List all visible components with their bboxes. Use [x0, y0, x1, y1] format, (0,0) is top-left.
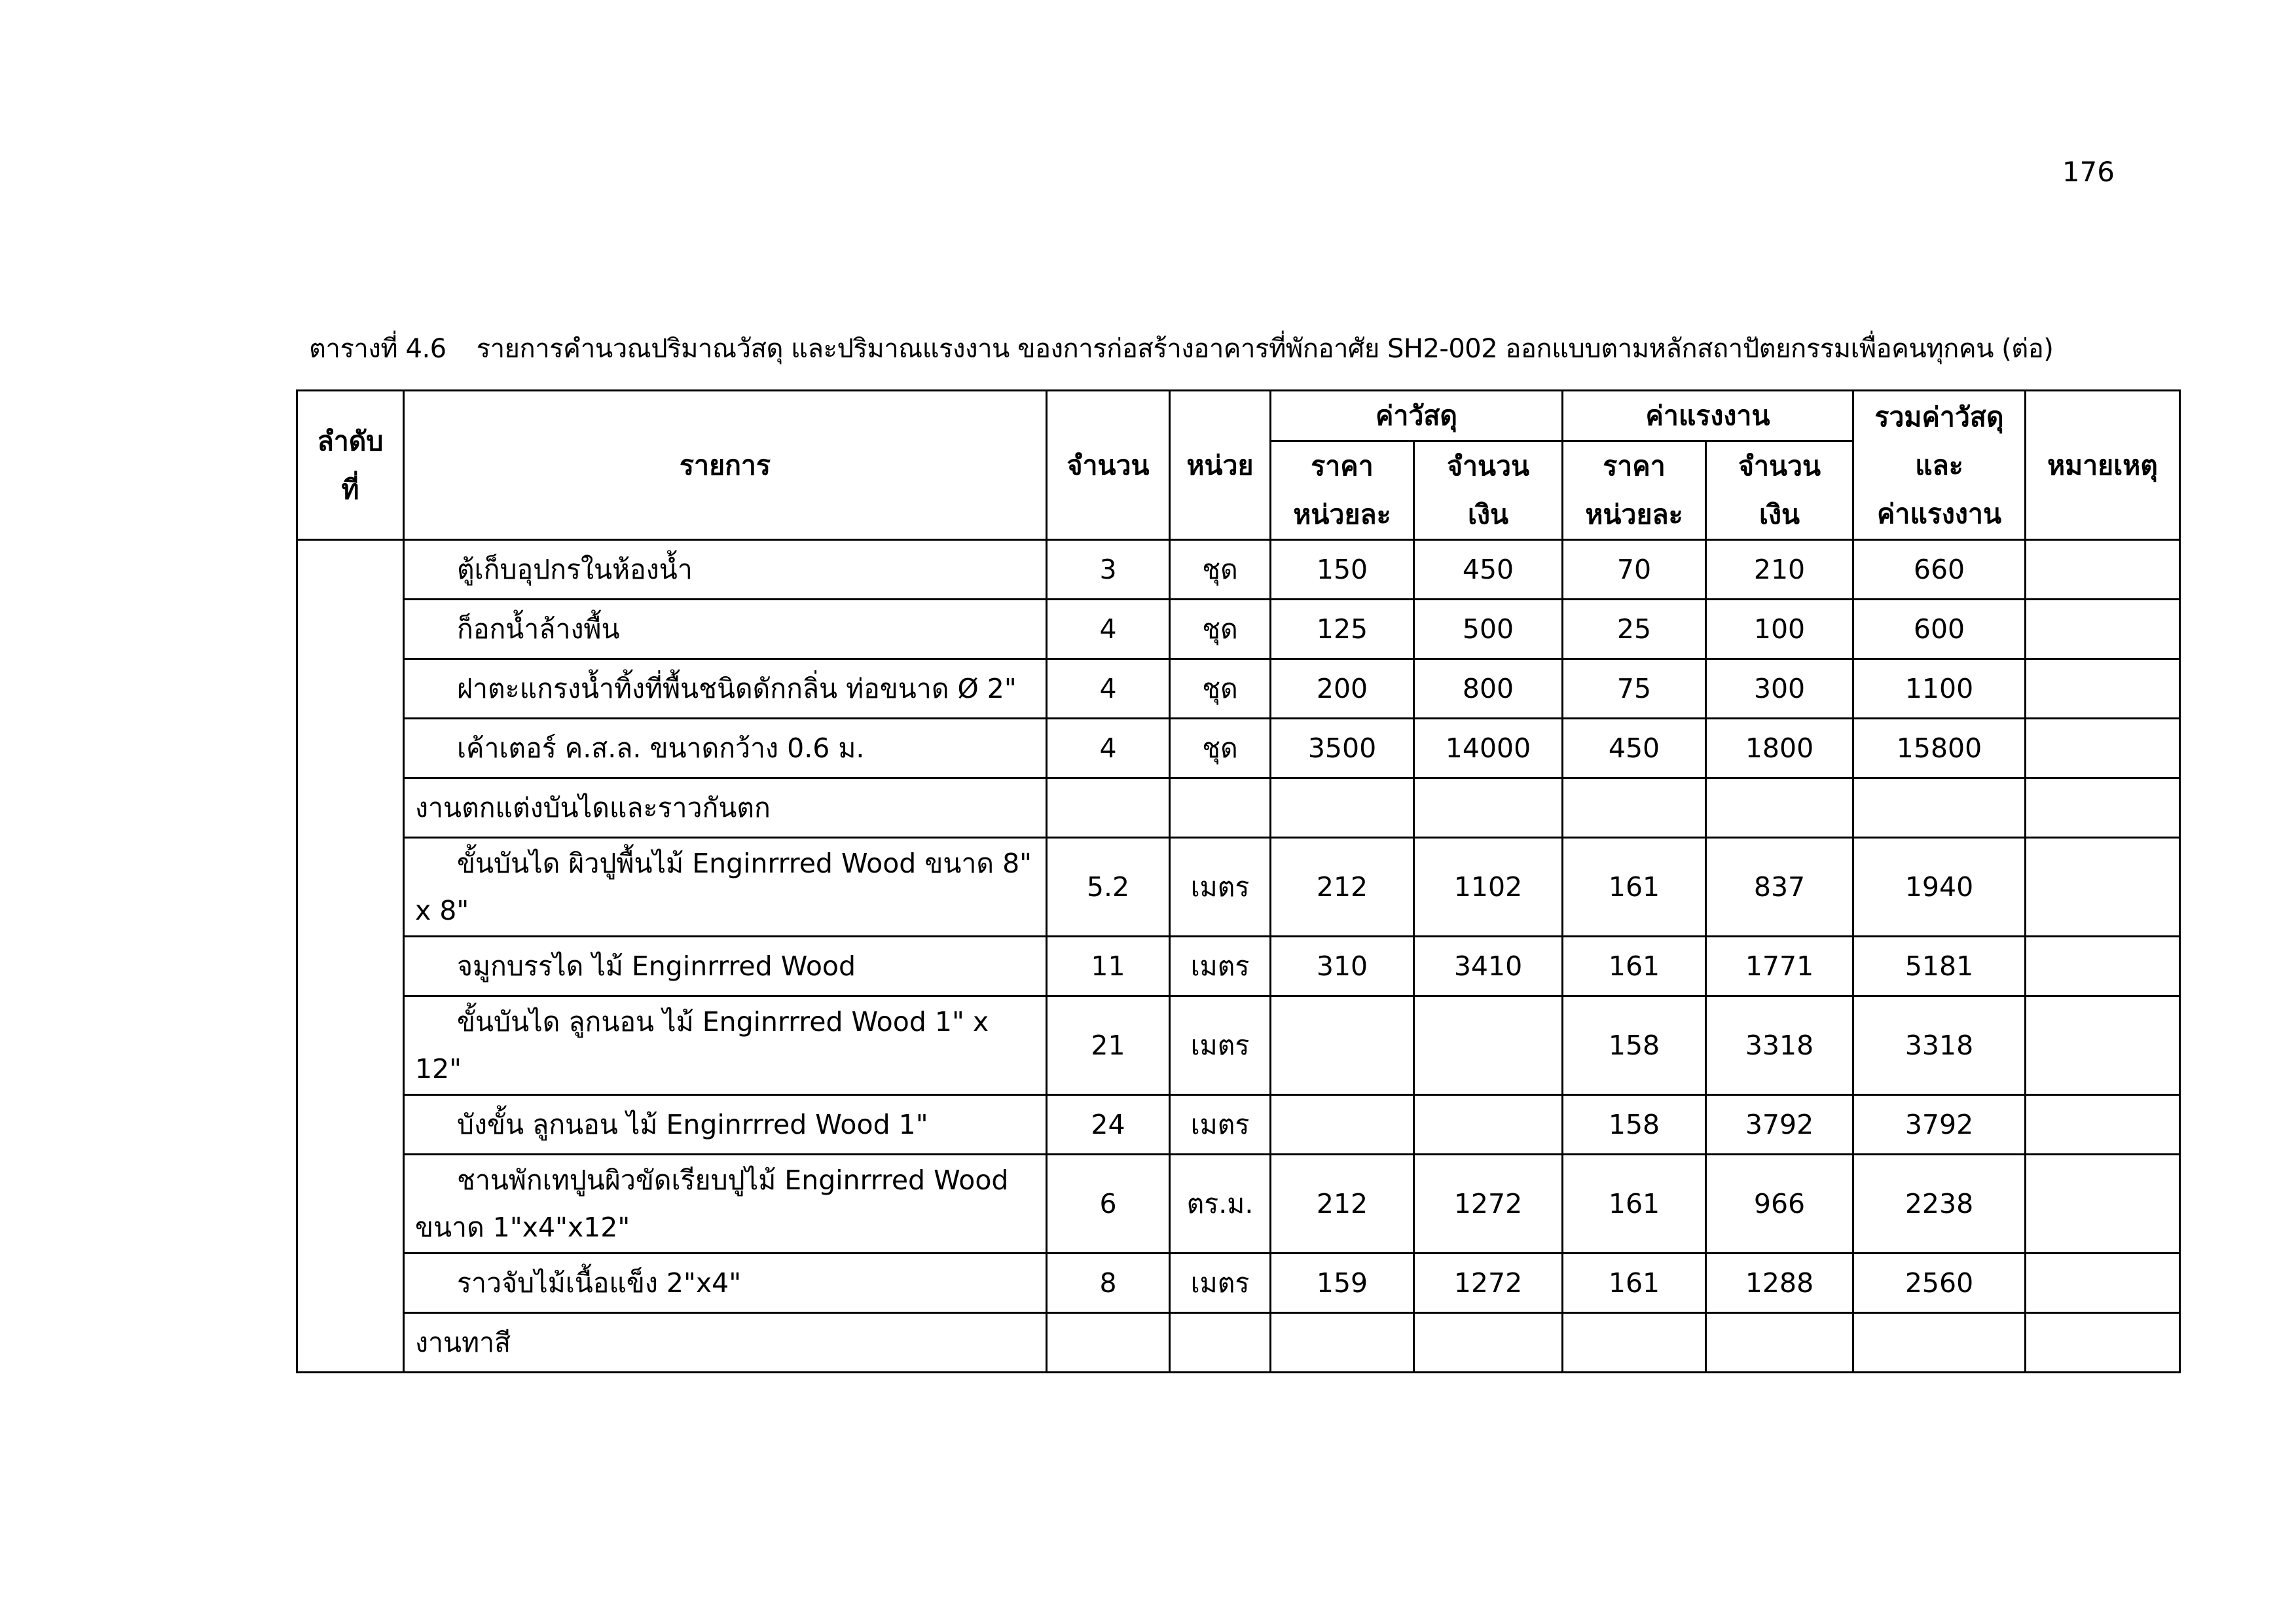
cost-estimate-table: [296, 389, 2181, 1373]
cell-l-amount: 1288: [1706, 1254, 1853, 1313]
table-row: [297, 540, 2180, 600]
cell-m-price: 212: [1271, 1155, 1414, 1254]
table-body: [297, 540, 2180, 1373]
cell-l-amount: 3792: [1706, 1095, 1853, 1155]
cell-total: [1853, 778, 2026, 838]
cell-remark: [2026, 996, 2180, 1095]
cell-m-amount: 3410: [1414, 937, 1563, 996]
item-name-text: ขั้นบันได ลูกนอน ไม้ Enginrrred Wood 1" x: [457, 1006, 989, 1038]
table-row: [297, 838, 2180, 937]
cell-total: 3318: [1853, 996, 2026, 1095]
item-name-line: [415, 1101, 1035, 1148]
item-name-line: [415, 665, 1035, 712]
cell-unit: เมตร: [1170, 996, 1271, 1095]
cell-m-amount: 14000: [1414, 719, 1563, 778]
cell-qty: 4: [1047, 719, 1170, 778]
item-name-text: ราวจับไม้เนื้อแข็ง 2"x4": [457, 1267, 742, 1299]
cell-m-price: [1271, 1095, 1414, 1155]
header-amount-line2: เงิน: [1758, 499, 1800, 530]
cell-remark: [2026, 1254, 2180, 1313]
header-seq-line1: ลำดับ: [317, 425, 384, 457]
item-name-text: x 8": [415, 895, 469, 926]
cell-total: 660: [1853, 540, 2026, 600]
item-name-cell: [404, 838, 1047, 937]
cell-m-amount: 1272: [1414, 1155, 1563, 1254]
cell-qty: 5.2: [1047, 838, 1170, 937]
item-name-line: [415, 1045, 1035, 1092]
item-name-cell: [404, 600, 1047, 659]
item-name-text: 12": [415, 1053, 462, 1085]
cell-unit: ชุด: [1170, 719, 1271, 778]
cell-qty: 3: [1047, 540, 1170, 600]
header-amount-line1: จำนวน: [1446, 450, 1530, 482]
cell-unit: เมตร: [1170, 838, 1271, 937]
cell-unit: เมตร: [1170, 1254, 1271, 1313]
cell-qty: 24: [1047, 1095, 1170, 1155]
item-name-text: ชานพักเทปูนผิวขัดเรียบปูไม้ Enginrrred Wood: [457, 1164, 1009, 1196]
cell-m-price: 3500: [1271, 719, 1414, 778]
cell-m-amount: [1414, 1313, 1563, 1373]
item-name-line: [415, 1204, 1035, 1251]
header-price-line2: หน่วยละ: [1585, 499, 1683, 530]
header-total-line3: ค่าแรงงาน: [1877, 497, 2001, 530]
cell-m-amount: [1414, 996, 1563, 1095]
header-unit: หน่วย: [1170, 391, 1271, 540]
header-amount-line1: จำนวน: [1738, 450, 1821, 482]
cell-m-amount: [1414, 778, 1563, 838]
cell-remark: [2026, 1313, 2180, 1373]
header-price-line2: หน่วยละ: [1293, 499, 1391, 530]
cell-l-amount: 300: [1706, 659, 1853, 719]
cell-l-price: 450: [1563, 719, 1706, 778]
item-name-text: ขนาด 1"x4"x12": [415, 1212, 630, 1243]
cell-l-price: 161: [1563, 1254, 1706, 1313]
cell-remark: [2026, 659, 2180, 719]
table-caption-label: ตารางที่ 4.6: [309, 334, 446, 364]
table-row: [297, 659, 2180, 719]
item-name-line: [415, 887, 1035, 934]
cell-qty: 4: [1047, 600, 1170, 659]
cell-l-price: 161: [1563, 937, 1706, 996]
header-material-cost: ค่าวัสดุ: [1271, 391, 1563, 441]
cell-l-amount: [1706, 1313, 1853, 1373]
cell-total: 3792: [1853, 1095, 2026, 1155]
cell-remark: [2026, 1155, 2180, 1254]
cell-unit: ชุด: [1170, 600, 1271, 659]
table-row: [297, 778, 2180, 838]
cell-total: [1853, 1313, 2026, 1373]
cell-total: 1940: [1853, 838, 2026, 937]
cell-l-price: [1563, 1313, 1706, 1373]
cell-total: 1100: [1853, 659, 2026, 719]
item-name-line: [415, 725, 1035, 772]
cell-m-amount: 450: [1414, 540, 1563, 600]
item-name-cell: [404, 937, 1047, 996]
table-row: [297, 719, 2180, 778]
cell-qty: 21: [1047, 996, 1170, 1095]
cell-remark: [2026, 778, 2180, 838]
cell-total: 2238: [1853, 1155, 2026, 1254]
item-name-text: ขั้นบันได ผิวปูพื้นไม้ Enginrrred Wood ขนาด 8": [457, 848, 1032, 879]
cell-remark: [2026, 1095, 2180, 1155]
item-name-cell: [404, 659, 1047, 719]
cell-l-amount: 210: [1706, 540, 1853, 600]
item-name-line: [415, 546, 1035, 593]
header-remark: หมายเหตุ: [2026, 391, 2180, 540]
cell-l-price: 161: [1563, 1155, 1706, 1254]
table-row: [297, 996, 2180, 1095]
cell-total: 2560: [1853, 1254, 2026, 1313]
cell-unit: เมตร: [1170, 1095, 1271, 1155]
header-item: รายการ: [404, 391, 1047, 540]
item-name-cell: [404, 540, 1047, 600]
header-total-line2: และ: [1915, 449, 1963, 481]
cell-l-price: [1563, 778, 1706, 838]
cell-m-price: 150: [1271, 540, 1414, 600]
table-row: [297, 600, 2180, 659]
table-caption: [309, 327, 2053, 369]
cell-m-price: 125: [1271, 600, 1414, 659]
cell-l-price: 75: [1563, 659, 1706, 719]
item-name-cell: [404, 1254, 1047, 1313]
cell-m-price: [1271, 996, 1414, 1095]
cell-m-price: 212: [1271, 838, 1414, 937]
cell-remark: [2026, 600, 2180, 659]
header-price-line1: ราคา: [1311, 450, 1374, 482]
cell-remark: [2026, 838, 2180, 937]
item-name-cell: [404, 719, 1047, 778]
cell-l-amount: 837: [1706, 838, 1853, 937]
cell-l-amount: [1706, 778, 1853, 838]
table-header: [297, 391, 2180, 540]
cell-unit: ชุด: [1170, 540, 1271, 600]
item-name-text: บังขั้น ลูกนอน ไม้ Enginrrred Wood 1": [457, 1109, 928, 1140]
cell-qty: [1047, 1313, 1170, 1373]
cell-qty: [1047, 778, 1170, 838]
table-caption-text: รายการคำนวณปริมาณวัสดุ และปริมาณแรงงาน ของการก่อสร้างอาคารที่พักอาศัย SH2-002 ออกแบบตามหลักสถาปัตยกรรมเพื่อคนทุกคน (ต่อ): [476, 334, 2054, 364]
item-name-cell: [404, 778, 1047, 838]
page-number: 176: [2062, 156, 2115, 188]
header-seq-line2: ที่: [341, 473, 359, 505]
header-total-line1: รวมค่าวัสดุ: [1874, 401, 2004, 433]
cell-m-amount: 1272: [1414, 1254, 1563, 1313]
table-row: [297, 1155, 2180, 1254]
cell-m-amount: 800: [1414, 659, 1563, 719]
cell-l-price: 25: [1563, 600, 1706, 659]
item-name-line: [415, 784, 1035, 831]
item-name-text: จมูกบรรได ไม้ Enginrrred Wood: [457, 950, 856, 982]
item-name-cell: [404, 1155, 1047, 1254]
header-total: [1853, 391, 2026, 540]
item-name-text: ก็อกน้ำล้างพื้น: [457, 613, 620, 645]
item-name-cell: [404, 996, 1047, 1095]
item-name-cell: [404, 1095, 1047, 1155]
item-name-text: เค้าเตอร์ ค.ส.ล. ขนาดกว้าง 0.6 ม.: [457, 732, 865, 764]
header-qty: จำนวน: [1047, 391, 1170, 540]
cell-m-price: [1271, 1313, 1414, 1373]
table-row: [297, 937, 2180, 996]
cell-total: 15800: [1853, 719, 2026, 778]
header-material-amount: [1414, 441, 1563, 540]
cell-m-amount: 500: [1414, 600, 1563, 659]
item-name-line: [415, 605, 1035, 653]
item-name-text: งานตกแต่งบันไดและราวกันตก: [415, 792, 771, 823]
cell-unit: [1170, 778, 1271, 838]
item-name-line: [415, 1259, 1035, 1307]
item-name-line: [415, 998, 1035, 1045]
cell-l-price: 70: [1563, 540, 1706, 600]
cell-m-price: 310: [1271, 937, 1414, 996]
cell-unit: เมตร: [1170, 937, 1271, 996]
cell-qty: 8: [1047, 1254, 1170, 1313]
header-labor-unit-price: [1563, 441, 1706, 540]
seq-cell: [297, 540, 404, 1373]
cell-l-amount: 1800: [1706, 719, 1853, 778]
header-amount-line2: เงิน: [1467, 499, 1509, 530]
cell-unit: ชุด: [1170, 659, 1271, 719]
item-name-line: [415, 840, 1035, 887]
cell-m-price: [1271, 778, 1414, 838]
item-name-line: [415, 943, 1035, 990]
cell-qty: 4: [1047, 659, 1170, 719]
cell-m-price: 159: [1271, 1254, 1414, 1313]
table-row: [297, 1254, 2180, 1313]
cell-l-price: 158: [1563, 1095, 1706, 1155]
header-labor-amount: [1706, 441, 1853, 540]
cell-unit: ตร.ม.: [1170, 1155, 1271, 1254]
cell-l-amount: 3318: [1706, 996, 1853, 1095]
cell-total: 5181: [1853, 937, 2026, 996]
header-seq: [297, 391, 404, 540]
cell-m-price: 200: [1271, 659, 1414, 719]
item-name-cell: [404, 1313, 1047, 1373]
cell-l-amount: 1771: [1706, 937, 1853, 996]
cell-l-price: 158: [1563, 996, 1706, 1095]
item-name-text: งานทาสี: [415, 1327, 511, 1358]
cell-remark: [2026, 937, 2180, 996]
item-name-line: [415, 1157, 1035, 1204]
cell-l-amount: 966: [1706, 1155, 1853, 1254]
item-name-text: ตู้เก็บอุปกรในห้องน้ำ: [457, 554, 693, 585]
cell-l-amount: 100: [1706, 600, 1853, 659]
header-price-line1: ราคา: [1603, 450, 1666, 482]
item-name-line: [415, 1319, 1035, 1366]
header-labor-cost: ค่าแรงงาน: [1563, 391, 1853, 441]
cell-l-price: 161: [1563, 838, 1706, 937]
cell-qty: 11: [1047, 937, 1170, 996]
table-row: [297, 1313, 2180, 1373]
cell-total: 600: [1853, 600, 2026, 659]
cell-remark: [2026, 540, 2180, 600]
cell-m-amount: [1414, 1095, 1563, 1155]
item-name-text: ฝาตะแกรงน้ำทิ้งที่พื้นชนิดดักกลิ่น ท่อขนาด Ø 2": [457, 673, 1017, 704]
cell-unit: [1170, 1313, 1271, 1373]
header-material-unit-price: [1271, 441, 1414, 540]
cell-remark: [2026, 719, 2180, 778]
cell-qty: 6: [1047, 1155, 1170, 1254]
table-row: [297, 1095, 2180, 1155]
cell-m-amount: 1102: [1414, 838, 1563, 937]
